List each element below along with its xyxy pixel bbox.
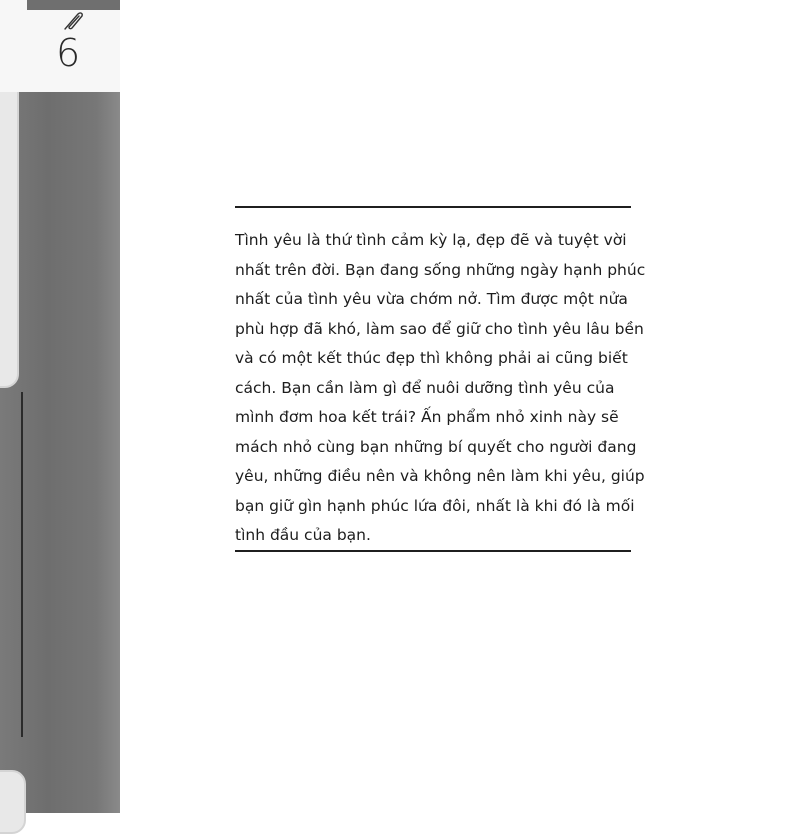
text-line: yêu, những điều nên và không nên làm khi yêu, giúp <box>235 467 645 485</box>
text-line: mình đơm hoa kết trái? Ấn phẩm nhỏ xinh này sẽ <box>235 408 619 426</box>
text-line: phù hợp đã khó, làm sao để giữ cho tình yêu lâu bền <box>235 319 644 338</box>
text-line: mách nhỏ cùng bạn những bí quyết cho người đang <box>235 437 637 456</box>
text-line: Tình yêu là thứ tình cảm kỳ lạ, đẹp đẽ và tuyệt vời <box>235 231 627 249</box>
body-paragraph <box>235 226 645 551</box>
text-line: và có một kết thúc đẹp thì không phải ai cũng biết <box>235 349 628 367</box>
text-line: nhất trên đời. Bạn đang sống những ngày hạnh phúc <box>235 260 646 279</box>
top-rule <box>235 206 631 208</box>
text-line: tình đầu của bạn. <box>235 526 371 544</box>
text-line: bạn giữ gìn hạnh phúc lứa đôi, nhất là khi đó là mối <box>235 496 635 515</box>
spine-tab-card-bottom <box>0 770 26 834</box>
text-line: cách. Bạn cần làm gì để nuôi dưỡng tình yêu của <box>235 378 615 397</box>
spine-divider-line <box>21 392 23 737</box>
text-line: nhất của tình yêu vừa chớm nở. Tìm được một nửa <box>235 290 628 308</box>
bottom-rule <box>235 550 631 552</box>
page-number: 6 <box>56 31 81 75</box>
